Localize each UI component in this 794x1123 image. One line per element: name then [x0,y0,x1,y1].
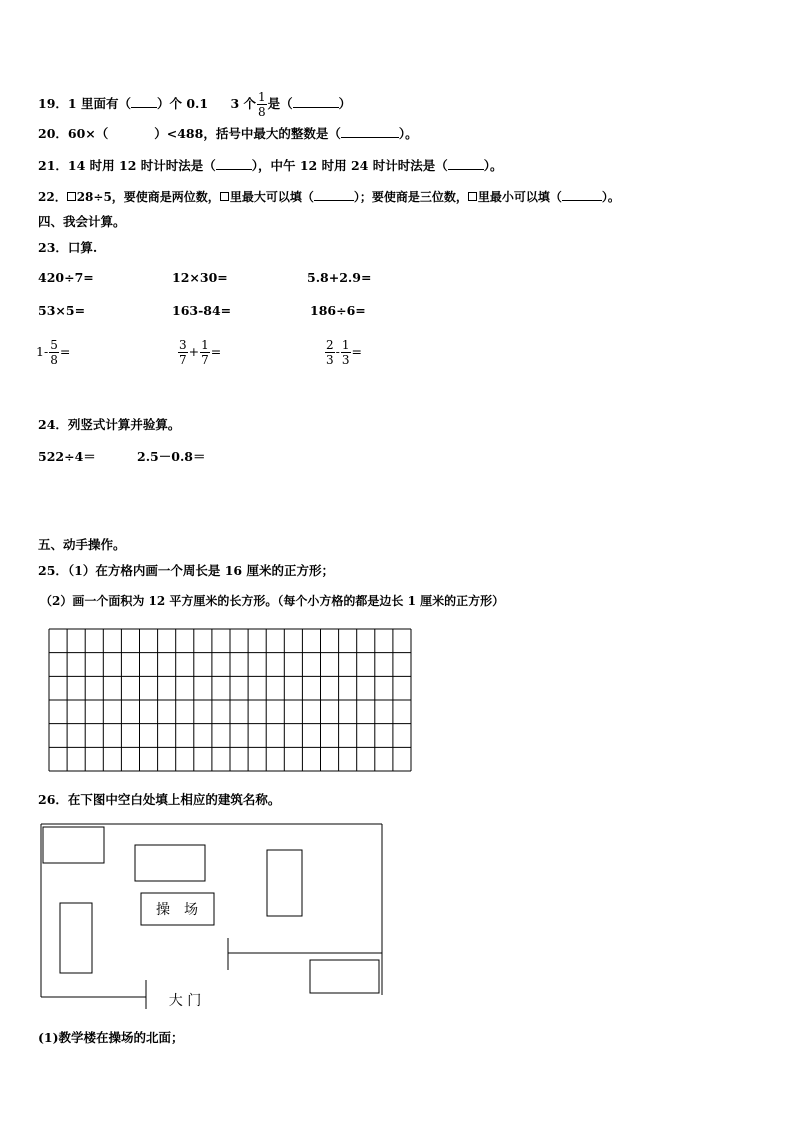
q21-text-2: ），中午 12 时用 24 时计时法是（ [251,158,448,173]
q19-blank-2[interactable] [293,95,339,108]
q26-title: 26．在下图中空白处填上相应的建筑名称。 [38,792,281,807]
q19-text-4: 是（ [267,96,293,111]
q19-blank-1[interactable] [131,95,157,108]
q22-text-2: 28÷5，要使商是两位数， [76,190,220,204]
fraction-numerator: 1 [258,90,266,104]
q19-text-5: ） [338,96,352,111]
fraction [49,338,59,367]
question-20 [38,125,418,142]
fraction [178,338,188,367]
q22-blank-1[interactable] [314,188,354,201]
building-box-empty[interactable] [267,850,302,916]
gate-label: 大 门 [168,993,202,1009]
empty-box-icon [220,192,229,201]
fraction-denominator: 7 [179,353,187,367]
empty-box-icon [468,192,477,201]
fraction-numerator: 5 [50,338,58,352]
q22-text-3: 里最大可以填（ [229,190,314,204]
q21-blank-1[interactable] [216,157,252,170]
calc-item: 12×30= [172,270,228,285]
q22-text-4: ）；要使商是三位数， [353,190,468,204]
fraction-denominator: 8 [258,105,266,119]
calc-item: 53×5= [38,303,86,318]
calc-fraction-1 [36,338,70,367]
q21-blank-2[interactable] [448,157,484,170]
fraction [325,338,335,367]
q20-text-1: 20．60×（ [38,126,109,141]
fraction [341,338,351,367]
q25-part-2: （2）画一个面积为 12 平方厘米的长方形。（每个小方格的都是边长 1 厘米的正方形） [40,594,505,608]
question-21 [38,157,502,174]
calc-text: = [59,344,71,359]
q26-sub-1: (1)教学楼在操场的北面； [38,1030,184,1045]
section-5-heading: 五、动手操作。 [38,537,126,552]
fraction [200,338,210,367]
calc-fraction-2 [177,338,221,367]
fraction-numerator: 3 [179,338,187,352]
fraction-numerator: 1 [341,338,350,352]
calc-fraction-3 [324,338,362,367]
q25-part-1: 25．（1）在方格内画一个周长是 16 厘米的正方形； [38,563,334,578]
calc-operator: - [335,344,340,359]
vertical-calc-1: 522÷4＝ [38,449,96,464]
q20-blank-2[interactable] [341,125,399,138]
question-19 [38,90,351,119]
empty-box-icon [67,192,76,201]
playground-label: 操 场 [156,902,198,918]
fraction-denominator: 3 [326,353,334,367]
calc-item: 163-84= [172,303,232,318]
fraction-numerator: 2 [326,338,334,352]
vertical-calc-2: 2.5－0.8＝ [137,449,206,464]
q19-number: 19． [38,96,68,111]
calc-text: 1- [36,344,49,359]
q22-blank-2[interactable] [562,188,602,201]
building-box-empty[interactable] [43,827,104,863]
q19-text-1: 1 里面有（ [67,96,131,111]
q23-title: 23．口算. [38,240,98,255]
q24-title: 24．列竖式计算并验算。 [38,417,181,432]
building-box-empty[interactable] [60,903,92,973]
fraction-denominator: 8 [50,353,58,367]
fraction-denominator: 3 [341,353,350,367]
calc-text: = [210,344,222,359]
q21-text-1: 21．14 时用 12 时计时法是（ [38,158,216,173]
square-grid[interactable] [48,628,412,772]
q21-text-3: ）。 [483,158,503,173]
q19-text-3: 3 个 [230,96,256,111]
q22-text-1: 22． [38,190,67,204]
question-22 [38,188,620,205]
calc-item: 5.8+2.9= [307,270,372,285]
fraction-numerator: 1 [201,338,209,352]
q20-text-2: ）<488，括号中最大的整数是（ [154,126,341,141]
building-box-empty[interactable] [135,845,205,881]
calc-item: 420÷7= [38,270,94,285]
building-box-empty[interactable] [310,960,379,993]
campus-map [38,822,386,1012]
section-4-heading: 四、我会计算。 [38,214,126,229]
fraction-one-eighth [257,90,267,119]
calc-item: 186÷6= [310,303,366,318]
q19-text-2: ）个 0.1 [156,96,209,111]
q22-text-5: 里最小可以填（ [477,190,562,204]
fraction-denominator: 7 [201,353,209,367]
calc-operator: + [188,344,200,359]
q20-text-3: ）。 [398,126,418,141]
q22-text-6: ）。 [601,190,620,204]
calc-text: = [351,344,362,359]
